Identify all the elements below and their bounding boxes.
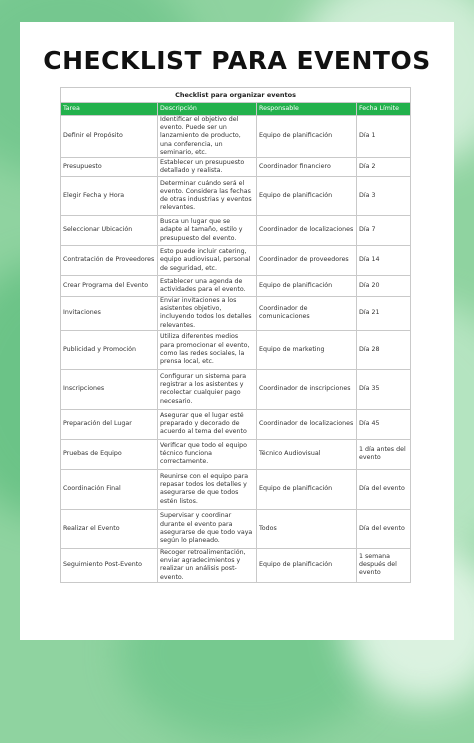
cell-descripcion: Enviar invitaciones a los asistentes objetivo, incluyendo todos los detalles relevantes.	[158, 297, 257, 331]
cell-fecha: Día 2	[357, 158, 411, 177]
table-row	[61, 216, 411, 246]
column-header-responsable: Responsable	[257, 103, 357, 116]
table-row	[61, 409, 411, 439]
cell-responsable: Coordinador de comunicaciones	[257, 297, 357, 331]
cell-responsable: Coordinador de proveedores	[257, 246, 357, 276]
cell-fecha: 1 día antes del evento	[357, 439, 411, 469]
table-row	[61, 177, 411, 216]
table-header-row	[61, 103, 411, 116]
table-row	[61, 116, 411, 158]
cell-responsable: Equipo de planificación	[257, 116, 357, 158]
cell-fecha: Día 28	[357, 330, 411, 369]
cell-descripcion: Configurar un sistema para registrar a los asistentes y recolectar cualquier pago necesario.	[158, 369, 257, 409]
cell-fecha: Día del evento	[357, 469, 411, 509]
cell-fecha: Día 21	[357, 297, 411, 331]
column-header-fecha-limite: Fecha Límite	[357, 103, 411, 116]
cell-tarea: Seleccionar Ubicación	[61, 216, 158, 246]
cell-responsable: Equipo de planificación	[257, 469, 357, 509]
cell-descripcion: Recoger retroalimentación, enviar agradecimientos y realizar un análisis post-evento.	[158, 548, 257, 582]
document-sheet	[20, 22, 454, 640]
table-row	[61, 548, 411, 582]
cell-descripcion: Esto puede incluir catering, equipo audiovisual, personal de seguridad, etc.	[158, 246, 257, 276]
cell-descripcion: Establecer un presupuesto detallado y realista.	[158, 158, 257, 177]
table-body	[61, 116, 411, 583]
cell-descripcion: Verificar que todo el equipo técnico funciona correctamente.	[158, 439, 257, 469]
cell-descripcion: Asegurar que el lugar esté preparado y decorado de acuerdo al tema del evento	[158, 409, 257, 439]
cell-descripcion: Reunirse con el equipo para repasar todos los detalles y asegurarse de que todos estén listos.	[158, 469, 257, 509]
cell-tarea: Definir el Propósito	[61, 116, 158, 158]
cell-tarea: Crear Programa del Evento	[61, 276, 158, 297]
cell-responsable: Equipo de planificación	[257, 548, 357, 582]
table-row	[61, 369, 411, 409]
table-row	[61, 509, 411, 548]
table-caption: Checklist para organizar eventos	[61, 88, 411, 103]
cell-responsable: Todos	[257, 509, 357, 548]
cell-responsable: Equipo de planificación	[257, 177, 357, 216]
cell-fecha: Día 45	[357, 409, 411, 439]
cell-tarea: Inscripciones	[61, 369, 158, 409]
cell-descripcion: Identificar el objetivo del evento. Puede ser un lanzamiento de producto, una conferencia, un seminario, etc.	[158, 116, 257, 158]
table-row	[61, 246, 411, 276]
cell-responsable: Coordinador de inscripciones	[257, 369, 357, 409]
cell-fecha: Día 7	[357, 216, 411, 246]
cell-responsable: Coordinador de localizaciones	[257, 216, 357, 246]
cell-responsable: Coordinador de localizaciones	[257, 409, 357, 439]
column-header-descripcion: Descripción	[158, 103, 257, 116]
cell-tarea: Seguimiento Post-Evento	[61, 548, 158, 582]
cell-fecha: 1 semana después del evento	[357, 548, 411, 582]
cell-responsable: Equipo de marketing	[257, 330, 357, 369]
cell-tarea: Presupuesto	[61, 158, 158, 177]
cell-tarea: Preparación del Lugar	[61, 409, 158, 439]
table-row	[61, 276, 411, 297]
cell-descripcion: Establecer una agenda de actividades para el evento.	[158, 276, 257, 297]
cell-tarea: Invitaciones	[61, 297, 158, 331]
table-row	[61, 330, 411, 369]
table-caption-row	[61, 88, 411, 103]
cell-responsable: Técnico Audiovisual	[257, 439, 357, 469]
cell-tarea: Publicidad y Promoción	[61, 330, 158, 369]
cell-fecha: Día 14	[357, 246, 411, 276]
checklist-table	[60, 87, 411, 583]
cell-descripcion: Supervisar y coordinar durante el evento para asegurarse de que todo vaya según lo planeado.	[158, 509, 257, 548]
cell-responsable: Equipo de planificación	[257, 276, 357, 297]
page-title: CHECKLIST PARA EVENTOS	[43, 46, 431, 75]
cell-tarea: Contratación de Proveedores	[61, 246, 158, 276]
cell-fecha: Día 3	[357, 177, 411, 216]
table-row	[61, 469, 411, 509]
cell-descripcion: Determinar cuándo será el evento. Considera las fechas de otras industrias y eventos relevantes.	[158, 177, 257, 216]
table-row	[61, 297, 411, 331]
cell-tarea: Realizar el Evento	[61, 509, 158, 548]
cell-tarea: Coordinación Final	[61, 469, 158, 509]
cell-fecha: Día 35	[357, 369, 411, 409]
cell-tarea: Pruebas de Equipo	[61, 439, 158, 469]
cell-fecha: Día del evento	[357, 509, 411, 548]
column-header-tarea: Tarea	[61, 103, 158, 116]
cell-descripcion: Busca un lugar que se adapte al tamaño, estilo y presupuesto del evento.	[158, 216, 257, 246]
cell-fecha: Día 1	[357, 116, 411, 158]
table-row	[61, 158, 411, 177]
cell-descripcion: Utiliza diferentes medios para promocionar el evento, como las redes sociales, la prensa local, etc.	[158, 330, 257, 369]
table-row	[61, 439, 411, 469]
cell-tarea: Elegir Fecha y Hora	[61, 177, 158, 216]
cell-responsable: Coordinador financiero	[257, 158, 357, 177]
cell-fecha: Día 20	[357, 276, 411, 297]
